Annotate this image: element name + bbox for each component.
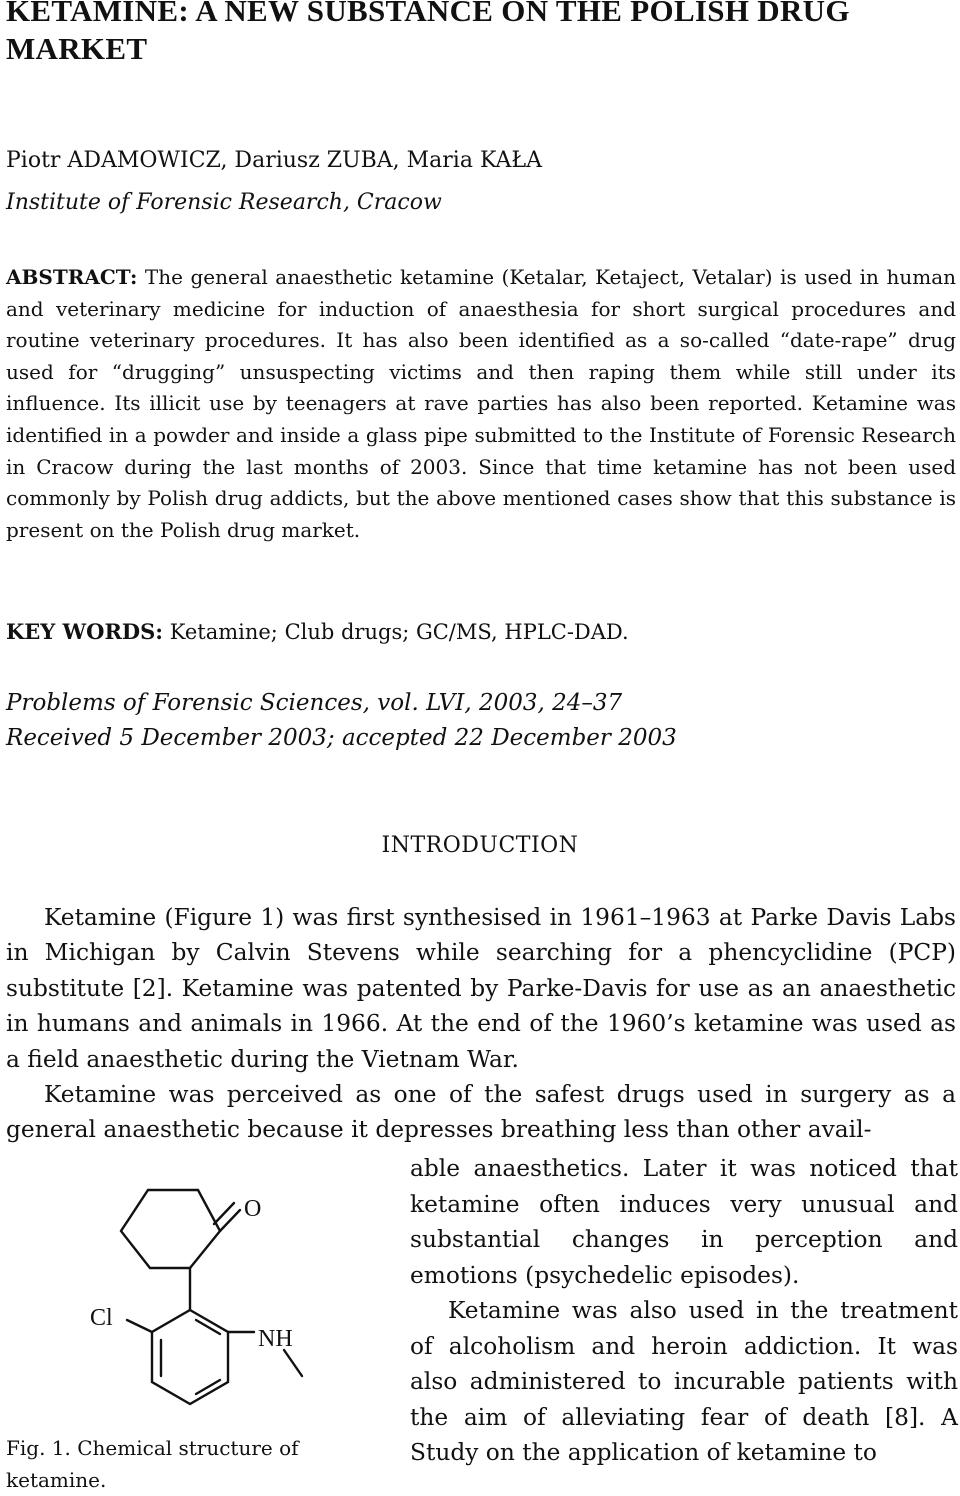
- received-dates: Received 5 December 2003; accepted 22 December 2003: [6, 725, 677, 751]
- oxygen-atom-label: O: [244, 1196, 262, 1222]
- journal-info: [6, 686, 677, 756]
- abstract: [6, 262, 956, 546]
- section-heading: INTRODUCTION: [381, 833, 579, 858]
- journal-citation: Problems of Forensic Sciences, vol. LVI, 2003, 24–37: [6, 690, 623, 716]
- figure-caption: Fig. 1. Chemical structure of ketamine.: [6, 1436, 299, 1492]
- intro-paragraph-3: Ketamine was also used in the treatment of alcoholism and heroin addiction. It was also administered to incurable patients with the aim of alleviating fear of death [8]. A Study on the application of ketamine to: [410, 1297, 958, 1466]
- methyl-bond: [284, 1350, 302, 1376]
- chlorine-atom-label: Cl: [90, 1305, 113, 1331]
- abstract-text: The general anaesthetic ketamine (Ketalar, Ketaject, Vetalar) is used in human and veterinary medicine for induction of anaesthesia for short surgical procedures and routine veterinary procedures. It has also been identified as a so-called “date-rape” drug used for “drugging” unsuspecting victims and then raping them while still under its influence. Its illicit use by teenagers at rave parties has also been reported. Ketamine was identified in a powder and inside a glass pipe submitted to the Institute of Forensic Research in Cracow during the last months of 2003. Since that time ketamine has not been used commonly by Polish drug addicts, but the above mentioned cases show that this substance is present on the Polish drug market.: [6, 265, 957, 542]
- author-list: Piotr ADAMOWICZ, Dariusz ZUBA, Maria KAŁA: [6, 148, 542, 173]
- ketamine-structure-figure: [60, 1160, 360, 1430]
- institution: Institute of Forensic Research, Cracow: [6, 190, 442, 215]
- intro-body: [6, 900, 956, 1148]
- keywords-text: Ketamine; Club drugs; GC/MS, HPLC-DAD.: [169, 620, 629, 644]
- cyclohexanone-ring: [121, 1190, 220, 1268]
- article-title: KETAMINE: A NEW SUBSTANCE ON THE POLISH DRUG MARKET: [6, 0, 850, 66]
- keywords: [6, 616, 629, 648]
- abstract-label: ABSTRACT:: [6, 265, 138, 289]
- intro-paragraph-2-start: Ketamine was perceived as one of the safest drugs used in surgery as a general anaesthetic because it depresses breathing less than other avail-: [6, 1081, 956, 1144]
- intro-paragraph-1: Ketamine (Figure 1) was first synthesised in 1961–1963 at Parke Davis Labs in Michigan by Calvin Stevens while searching for a phencyclidine (PCP) substitute [2]. Ketamine was patented by Parke-Davis for use as an anaesthetic in humans and animals in 1966. At the end of the 1960’s ketamine was used as a field anaesthetic during the Vietnam War.: [6, 904, 956, 1073]
- intro-paragraph-2-cont: able anaesthetics. Later it was noticed that ketamine often induces very unusual and substantial changes in perception and emotions (psychedelic episodes).: [410, 1155, 958, 1289]
- keywords-label: KEY WORDS:: [6, 619, 164, 644]
- nitrogen-atom-label: NH: [258, 1326, 293, 1352]
- benzene-ring: [152, 1310, 228, 1404]
- intro-side-column: [410, 1151, 958, 1471]
- chloro-bond: [127, 1320, 152, 1332]
